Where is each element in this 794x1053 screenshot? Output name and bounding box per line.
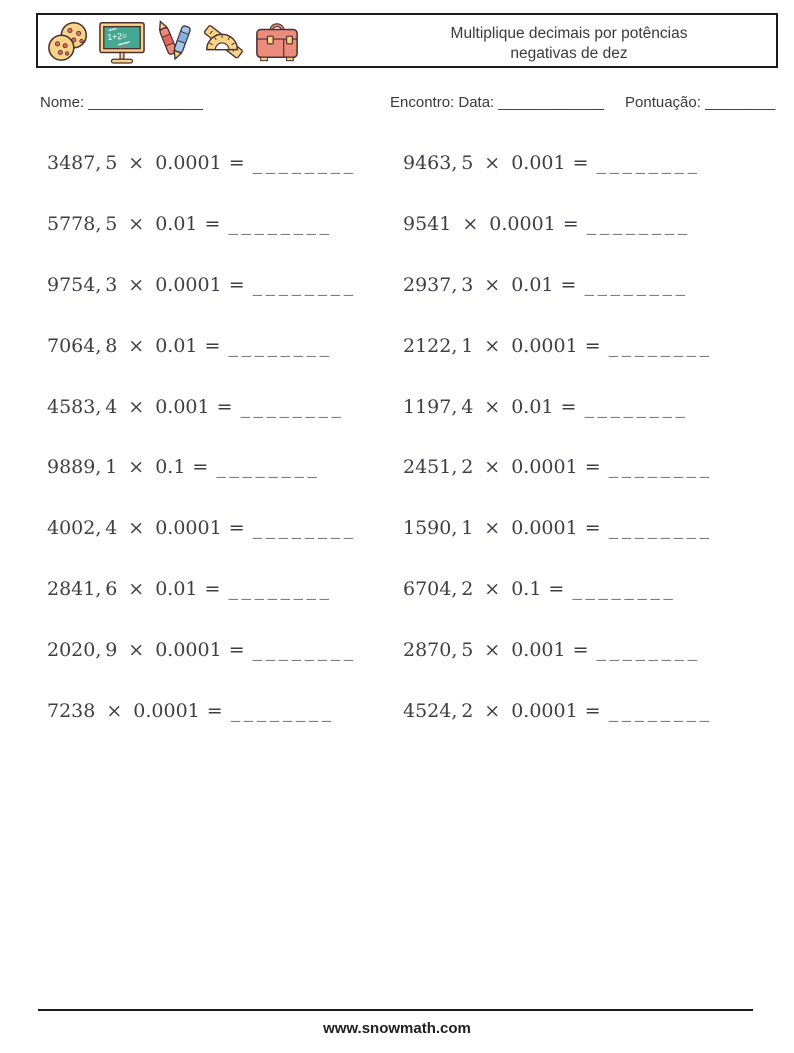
answer-blank: ________ — [608, 456, 713, 479]
operand-b: 0.0001 — [489, 213, 556, 236]
problem-row — [47, 255, 357, 316]
date-field — [390, 94, 605, 111]
operand-b: 0.0001 — [155, 273, 222, 296]
equals-sign: = — [572, 152, 589, 175]
operand-a: 6704, 2 — [403, 577, 474, 600]
operand-b: 0.001 — [511, 152, 566, 175]
problem-row — [403, 559, 713, 620]
operand-b: 0.0001 — [155, 517, 222, 540]
operand-a: 7238 — [47, 699, 96, 722]
equals-sign: = — [192, 456, 209, 479]
problem-row — [47, 619, 357, 680]
operand-a: 2020, 9 — [47, 638, 118, 661]
answer-blank: ________ — [586, 213, 691, 236]
answer-blank: ________ — [608, 334, 713, 357]
problem-row — [403, 437, 713, 498]
problems-column-right — [403, 133, 713, 741]
operand-a: 1590, 1 — [403, 517, 474, 540]
operand-b: 0.0001 — [511, 334, 578, 357]
answer-blank: ________ — [608, 517, 713, 540]
equals-sign: = — [584, 456, 601, 479]
problem-row — [47, 376, 357, 437]
answer-blank: ________ — [572, 577, 677, 600]
equals-sign: = — [206, 699, 223, 722]
operand-b: 0.0001 — [511, 699, 578, 722]
equals-sign: = — [572, 638, 589, 661]
operand-a: 4524, 2 — [403, 699, 474, 722]
name-label: Nome: — [40, 94, 85, 111]
equals-sign: = — [228, 152, 245, 175]
operand-a: 7064, 8 — [47, 334, 118, 357]
answer-blank: ________ — [228, 577, 333, 600]
answer-blank: ________ — [584, 395, 689, 418]
problem-row — [403, 315, 713, 376]
equals-sign: = — [216, 395, 233, 418]
chalkboard-equation-text: 1+2= — [107, 30, 128, 42]
problem-row — [47, 133, 357, 194]
chalkboard-icon — [97, 18, 147, 64]
footer-divider — [38, 1009, 753, 1011]
equals-sign: = — [204, 213, 221, 236]
score-label: Pontuação: — [625, 94, 701, 111]
multiply-sign: × — [484, 638, 501, 661]
operand-b: 0.001 — [155, 395, 210, 418]
problem-row — [47, 559, 357, 620]
operand-b: 0.0001 — [511, 517, 578, 540]
worksheet-title: Multiplique decimais por potências negativas de dez — [450, 25, 688, 62]
score-blank: ________ — [705, 94, 776, 111]
multiply-sign: × — [484, 334, 501, 357]
operand-a: 4002, 4 — [47, 517, 118, 540]
operand-b: 0.1 — [155, 456, 186, 479]
problem-row — [47, 680, 357, 741]
operand-a: 2122, 1 — [403, 334, 474, 357]
multiply-sign: × — [484, 152, 501, 175]
operand-a: 9541 — [403, 213, 452, 236]
multiply-sign: × — [484, 517, 501, 540]
equals-sign: = — [560, 395, 577, 418]
operand-b: 0.0001 — [155, 638, 222, 661]
answer-blank: ________ — [596, 152, 701, 175]
problem-row — [403, 498, 713, 559]
operand-b: 0.0001 — [155, 152, 222, 175]
name-field — [40, 94, 203, 111]
problems-column-left — [47, 133, 357, 741]
equals-sign: = — [584, 334, 601, 357]
problem-row — [47, 437, 357, 498]
multiply-sign: × — [128, 152, 145, 175]
problem-row — [403, 255, 713, 316]
operand-a: 1197, 4 — [403, 395, 474, 418]
equals-sign: = — [560, 273, 577, 296]
equals-sign: = — [204, 577, 221, 600]
problem-row — [403, 680, 713, 741]
header — [36, 13, 778, 68]
operand-b: 0.0001 — [511, 456, 578, 479]
answer-blank: ________ — [252, 517, 357, 540]
date-blank: ____________ — [498, 94, 605, 111]
multiply-sign: × — [128, 456, 145, 479]
answer-blank: ________ — [230, 699, 335, 722]
operand-b: 0.01 — [155, 577, 198, 600]
answer-blank: ________ — [228, 213, 333, 236]
operand-b: 0.01 — [511, 273, 554, 296]
answer-blank: ________ — [596, 638, 701, 661]
operand-b: 0.0001 — [133, 699, 200, 722]
operand-a: 3487, 5 — [47, 152, 118, 175]
operand-b: 0.01 — [511, 395, 554, 418]
problem-row — [47, 498, 357, 559]
operand-b: 0.001 — [511, 638, 566, 661]
operand-a: 2870, 5 — [403, 638, 474, 661]
equals-sign: = — [228, 273, 245, 296]
equals-sign: = — [562, 213, 579, 236]
problem-row — [403, 619, 713, 680]
multiply-sign: × — [128, 517, 145, 540]
answer-blank: ________ — [228, 334, 333, 357]
multiply-sign: × — [128, 395, 145, 418]
equals-sign: = — [584, 517, 601, 540]
crayons-icon — [152, 18, 196, 64]
fields-row — [0, 94, 794, 116]
answer-blank: ________ — [240, 395, 345, 418]
multiply-sign: × — [106, 699, 123, 722]
multiply-sign: × — [462, 213, 479, 236]
operand-b: 0.01 — [155, 213, 198, 236]
multiply-sign: × — [484, 699, 501, 722]
protractor-icon — [201, 18, 247, 64]
answer-blank: ________ — [216, 456, 321, 479]
problem-row — [47, 194, 357, 255]
multiply-sign: × — [484, 456, 501, 479]
date-label: Encontro: Data: — [390, 94, 495, 111]
schoolbag-icon — [252, 18, 302, 64]
answer-blank: ________ — [252, 152, 357, 175]
answer-blank: ________ — [608, 699, 713, 722]
multiply-sign: × — [128, 334, 145, 357]
equals-sign: = — [228, 638, 245, 661]
equals-sign: = — [204, 334, 221, 357]
cookies-icon — [46, 18, 92, 64]
multiply-sign: × — [128, 273, 145, 296]
equals-sign: = — [228, 517, 245, 540]
operand-a: 2841, 6 — [47, 577, 118, 600]
multiply-sign: × — [128, 577, 145, 600]
operand-a: 5778, 5 — [47, 213, 118, 236]
problem-row — [47, 315, 357, 376]
problem-row — [403, 194, 713, 255]
operand-a: 2937, 3 — [403, 273, 474, 296]
answer-blank: ________ — [252, 273, 357, 296]
problem-row — [403, 376, 713, 437]
header-icons — [46, 18, 302, 63]
multiply-sign: × — [484, 577, 501, 600]
score-field — [625, 94, 776, 111]
operand-b: 0.1 — [511, 577, 542, 600]
multiply-sign: × — [128, 213, 145, 236]
multiply-sign: × — [484, 395, 501, 418]
answer-blank: ________ — [584, 273, 689, 296]
operand-b: 0.01 — [155, 334, 198, 357]
operand-a: 9463, 5 — [403, 152, 474, 175]
answer-blank: ________ — [252, 638, 357, 661]
operand-a: 9754, 3 — [47, 273, 118, 296]
problem-row — [403, 133, 713, 194]
equals-sign: = — [548, 577, 565, 600]
operand-a: 2451, 2 — [403, 456, 474, 479]
operand-a: 9889, 1 — [47, 456, 118, 479]
website-text: www.snowmath.com — [323, 1020, 471, 1037]
name-blank: _____________ — [88, 94, 204, 111]
equals-sign: = — [584, 699, 601, 722]
operand-a: 4583, 4 — [47, 395, 118, 418]
multiply-sign: × — [484, 273, 501, 296]
multiply-sign: × — [128, 638, 145, 661]
